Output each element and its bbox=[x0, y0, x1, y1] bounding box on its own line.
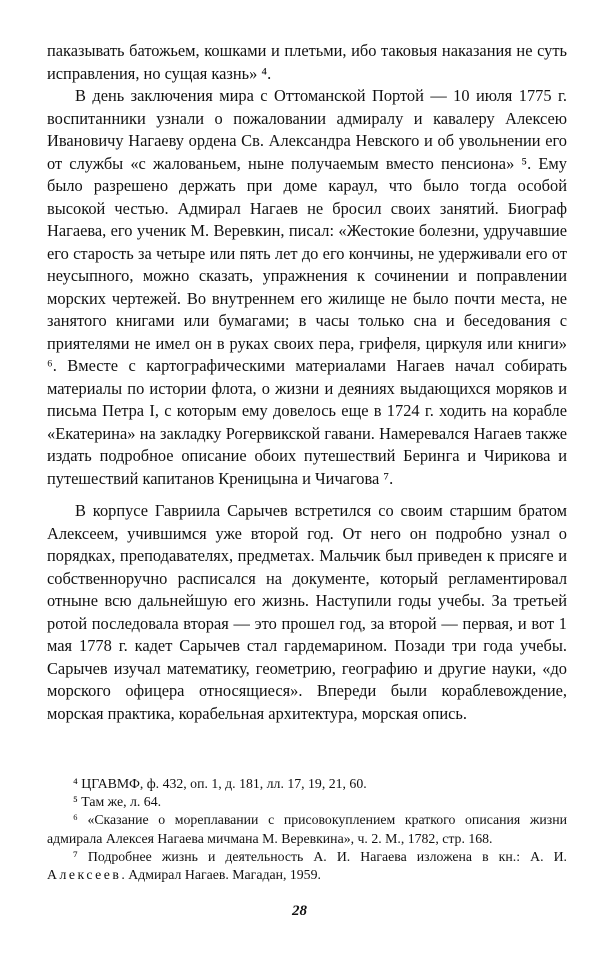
footnote-7 bbox=[47, 848, 567, 884]
footnote-4: ⁴ ЦГАВМФ, ф. 432, оп. 1, д. 181, лл. 17, 19, 21, 60. bbox=[73, 776, 367, 791]
paragraph-2: В день заключения мира с Оттоманской Портой — 10 июля 1775 г. воспитанники узнали о пожаловании адмиралу и кавалеру Алексею Ивановичу Нагаеву ордена Св. Александра Невского и об увольнении его от службы «с жалованьем, ныне получаемым вместо пенсиона» ⁵. Ему было разрешено держать при доме караул, что было тогда особой высокой честью. Адмирал Нагаев не бросил своих занятий. Биограф Нагаева, его ученик М. Веревкин, писал: «Жестокие болезни, удручавшие его старость за четыре или пять лет до его кончины, не удерживали его от неусыпного, можно сказать, упражнения к сочинении и поправлении морских чертежей. Во внутреннем его жилище не было почти места, не занятого книгами или бумагами; в часы только сна и беседования с приятелями не имел он в руках своих пера, грифеля, циркуля или книги» ⁶. Вместе с картографическими материалами Нагаев начал собирать материалы по истории флота, о жизни и деяниях выдающихся моряков и письма Петра I, с которым ему довелось еще в 1724 г. ходить на корабле «Екатерина» на закладку Рогервикской гавани. Намеревался Нагаев также издать подробное описание обоих путешествий Беринга и Чирикова и путешествий капитанов Креницына и Чичагова ⁷. bbox=[47, 86, 567, 488]
paragraph-1: пaказывать батожьем, кошками и плетьми, ибо таковыя наказания не суть исправления, но сущая казнь» ⁴. bbox=[47, 41, 567, 83]
footnote-5: ⁵ Там же, л. 64. bbox=[73, 794, 162, 810]
footnote-6: ⁶ «Сказание о мореплавании с присовокуплением краткого описания жизни адмирала Алексея Нагаева мичмана М. Веревкина», ч. 2. М., 1782, стр. 168. bbox=[47, 812, 567, 846]
footnote-7-text-after: . Адмирал Нагаев. Магадан, 1959. bbox=[121, 867, 321, 883]
footnote-7-text-before: ⁷ Подробнее жизнь и деятельность А. И. Нагаева изложена в кн.: А. И. bbox=[73, 848, 567, 864]
footnote-7-author: Алексеев bbox=[47, 867, 122, 883]
main-text bbox=[47, 40, 567, 725]
paragraph-3: В корпусе Гавриила Сарычев встретился со своим старшим братом Алексеем, учившимся уже второй год. От него он подробно узнал о порядках, преподавателях, предметах. Мальчик был приведен к присяге и собственноручно расписался на документе, который регламентировал отныне всю дальнейшую его жизнь. Наступили годы учебы. За третьей ротой последовала вторая — это прошел год, за второй — первая, и вот 1 мая 1778 г. кадет Сарычев стал гардемарином. Позади три года учебы. Сарычев изучал математику, геометрию, географию и другие науки, «до морского офицера относящиеся». Впереди были кораблевождение, морская практика, корабельная архитектура, морская опись. bbox=[47, 501, 567, 723]
page-number: 28 bbox=[292, 903, 307, 919]
footnotes bbox=[47, 775, 567, 884]
paragraph-gap bbox=[47, 490, 567, 500]
